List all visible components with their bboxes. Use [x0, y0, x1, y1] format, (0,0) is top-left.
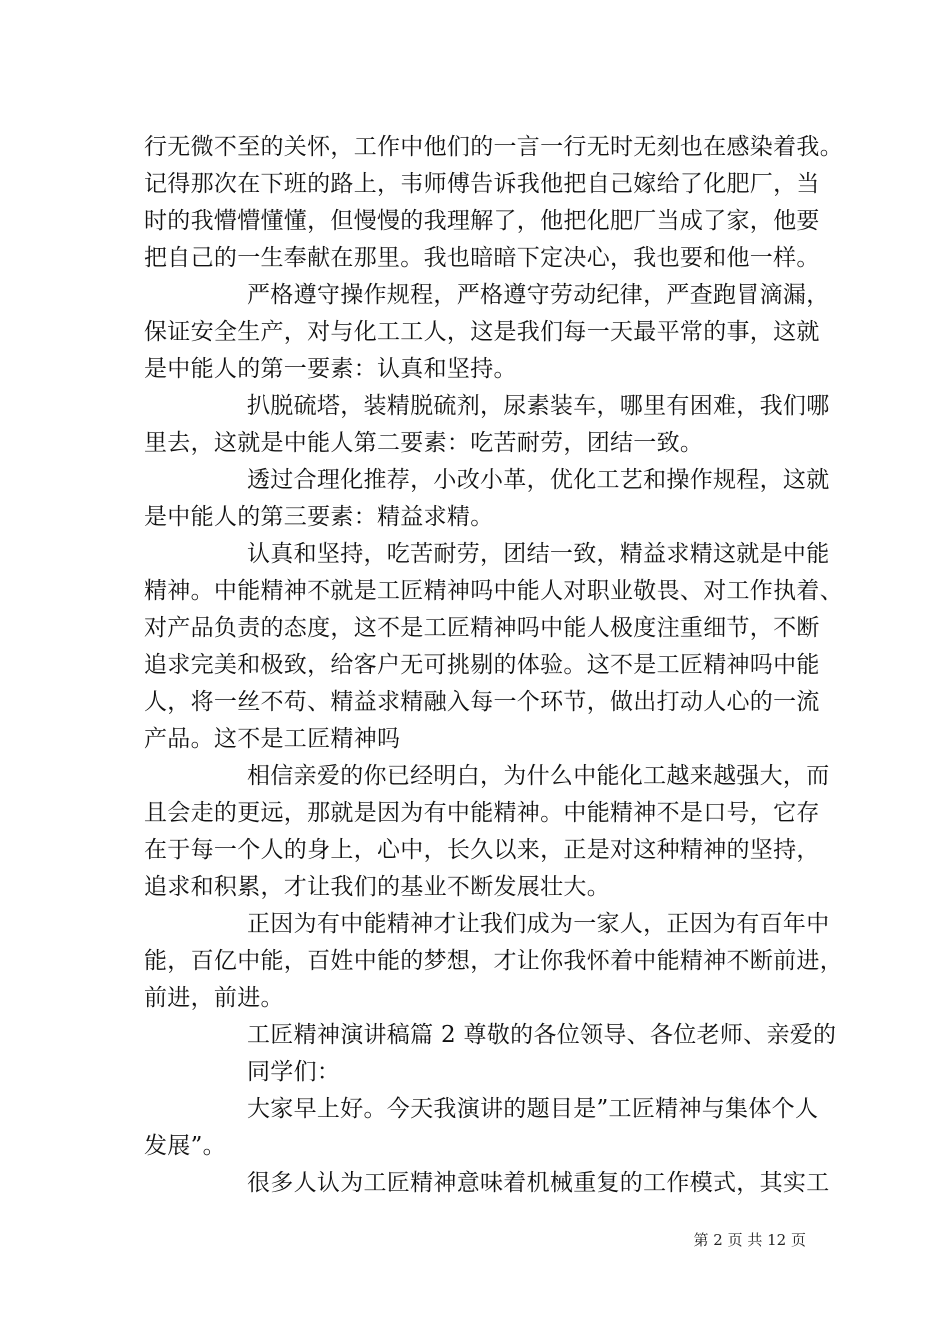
text-line: 前进，前进。 [144, 985, 284, 1011]
text-line: 大家早上好。今天我演讲的题目是”工匠精神与集体个人 [247, 1096, 819, 1122]
text-line: 在于每一个人的身上，心中，长久以来，正是对这种精神的坚持， [144, 837, 820, 863]
text-line: 严格遵守操作规程，严格遵守劳动纪律，严查跑冒滴漏， [247, 282, 830, 308]
text-line: 认真和坚持，吃苦耐劳，团结一致，精益求精这就是中能 [247, 541, 830, 567]
text-line: 里去，这就是中能人第二要素：吃苦耐劳，团结一致。 [144, 430, 704, 456]
text-line: 且会走的更远，那就是因为有中能精神。中能精神不是口号，它存 [144, 800, 820, 826]
text-line: 时的我懵懵懂懂，但慢慢的我理解了，他把化肥厂当成了家，他要 [144, 208, 820, 234]
text-line: 保证安全生产，对与化工工人，这是我们每一天最平常的事，这就 [144, 319, 820, 345]
text-line: 发展”。 [144, 1133, 226, 1159]
text-line: 是中能人的第一要素：认真和坚持。 [144, 356, 517, 382]
section-heading-line: 工匠精神演讲稿篇 2 尊敬的各位领导、各位老师、亲爱的 [247, 1022, 837, 1048]
text-line: 很多人认为工匠精神意味着机械重复的工作模式，其实工 [247, 1170, 830, 1196]
text-line: 精神。中能精神不就是工匠精神吗中能人对职业敬畏、对工作执着、 [144, 578, 843, 604]
text-line: 正因为有中能精神才让我们成为一家人，正因为有百年中 [247, 911, 830, 937]
text-line: 同学们： [247, 1059, 341, 1085]
text-line: 追求完美和极致，给客户无可挑剔的体验。这不是工匠精神吗中能 [144, 652, 820, 678]
text-line: 人，将一丝不苟、精益求精融入每一个环节，做出打动人心的一流 [144, 689, 820, 715]
page-number-footer: 第 2 页 共 12 页 [693, 1231, 806, 1249]
text-line: 把自己的一生奉献在那里。我也暗暗下定决心，我也要和他一样。 [144, 245, 820, 271]
text-line: 能，百亿中能，百姓中能的梦想，才让你我怀着中能精神不断前进， [144, 948, 843, 974]
text-line: 对产品负责的态度，这不是工匠精神吗中能人极度注重细节，不断 [144, 615, 820, 641]
text-line: 相信亲爱的你已经明白，为什么中能化工越来越强大，而 [247, 763, 830, 789]
text-line: 行无微不至的关怀，工作中他们的一言一行无时无刻也在感染着我。 [144, 134, 843, 160]
text-line: 是中能人的第三要素：精益求精。 [144, 504, 494, 530]
text-line: 追求和积累，才让我们的基业不断发展壮大。 [144, 874, 610, 900]
text-line: 扒脱硫塔，装精脱硫剂，尿素装车，哪里有困难，我们哪 [247, 393, 830, 419]
text-line: 透过合理化推荐，小改小革，优化工艺和操作规程，这就 [247, 467, 830, 493]
text-line: 记得那次在下班的路上，韦师傅告诉我他把自己嫁给了化肥厂，当 [144, 171, 820, 197]
text-line: 产品。这不是工匠精神吗 [144, 726, 401, 752]
